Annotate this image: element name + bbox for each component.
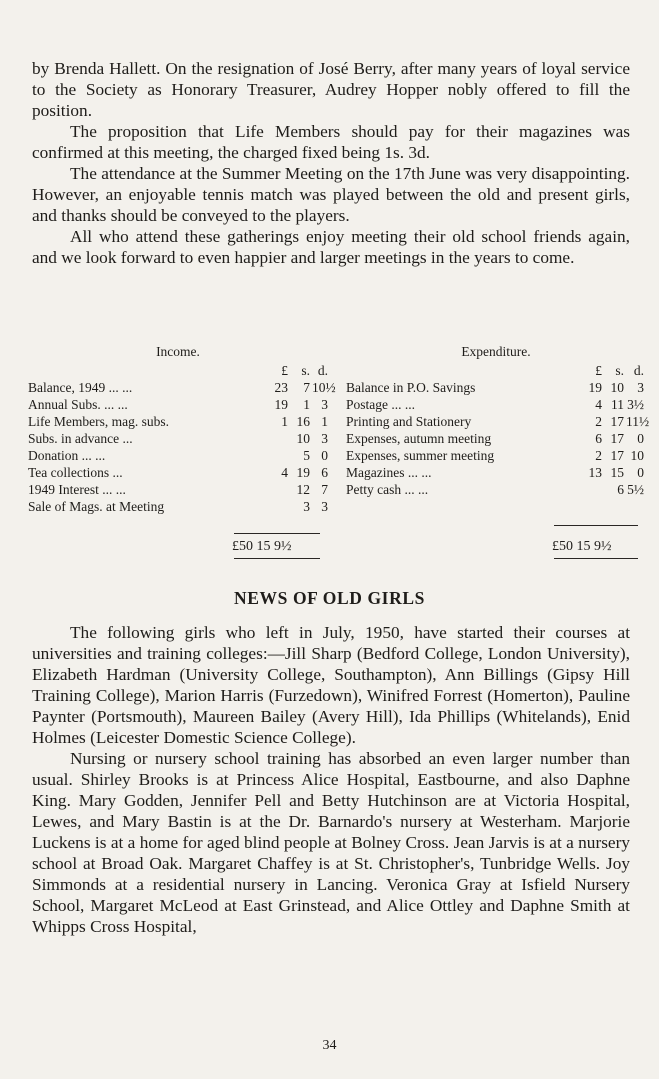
expenditure-label: Petty cash ... ... bbox=[346, 482, 429, 497]
expenditure-total-rule-bottom bbox=[554, 558, 638, 559]
income-row bbox=[28, 464, 328, 481]
expenditure-label: Balance in P.O. Savings bbox=[346, 380, 476, 395]
income-row bbox=[28, 379, 336, 396]
pounds-header: £ bbox=[595, 363, 602, 378]
income-total-rule-bottom bbox=[234, 558, 320, 559]
accounts-statement bbox=[28, 342, 650, 572]
expenditure-row bbox=[346, 447, 646, 464]
income-label: Life Members, mag. subs. bbox=[28, 414, 169, 429]
income-pounds: 4 bbox=[281, 465, 288, 480]
news-paragraph-2: Nursing or nursery school training has absorbed an even larger number than usual. Shirley Brooks is at Princess Alice Hospital, Eastbourne, and also Daphne King. Mary Godden, Jennifer Pell and Betty Hutchinson are at Victoria Hospital, Lewes, and Mary Bastin is at the Dr. Barnardo's nursery at Westerham. Marjorie Luckens is at a home for aged blind people at Bolney Cross. Jean Jarvis is at a nursery school at Broad Oak. Margaret Chaffey is at St. Christopher's, Tunbridge Wells. Joy Simmonds at a residential nursery in Lancing. Veronica Gray at Isfield Nursery School, Margaret McLeod at East Grinstead, and Alice Ottley and Daphne Smith at Whipps Cross Hospital, bbox=[32, 749, 630, 936]
expenditure-label: Expenses, autumn meeting bbox=[346, 431, 492, 446]
income-shillings: 19 bbox=[296, 465, 310, 480]
income-row bbox=[28, 430, 328, 447]
expenditure-shillings: 17 bbox=[610, 414, 624, 429]
income-row bbox=[28, 498, 328, 515]
income-row bbox=[28, 413, 328, 430]
income-pence: 6 bbox=[321, 465, 328, 480]
expenditure-pounds: 2 bbox=[595, 414, 602, 429]
income-pounds: 19 bbox=[274, 397, 288, 412]
income-pence: 0 bbox=[321, 448, 328, 463]
pounds-header: £ bbox=[281, 363, 288, 378]
expenditure-label: Postage ... ... bbox=[346, 397, 415, 412]
expenditure-label: Expenses, summer meeting bbox=[346, 448, 495, 463]
income-shillings: 1 bbox=[303, 397, 310, 412]
income-pence: 3 bbox=[321, 431, 328, 446]
expenditure-column bbox=[346, 342, 650, 554]
income-label: Sale of Mags. at Meeting bbox=[28, 499, 165, 514]
expenditure-total: £50 15 9½ bbox=[552, 539, 612, 554]
expenditure-label: Printing and Stationery bbox=[346, 414, 472, 429]
intro-paragraph-4: All who attend these gatherings enjoy meeting their old school friends again, and we look forward to even happier and larger meetings in the years to come. bbox=[32, 227, 630, 267]
income-shillings: 12 bbox=[296, 482, 310, 497]
income-label: Donation ... ... bbox=[28, 448, 106, 463]
income-row bbox=[28, 396, 328, 413]
shillings-header: s. bbox=[301, 363, 310, 378]
expenditure-row bbox=[346, 379, 646, 396]
income-row bbox=[28, 481, 328, 498]
expenditure-row bbox=[346, 430, 646, 447]
intro-paragraph-2: The proposition that Life Members should pay for their magazines was confirmed at this meeting, the charged fixed being 1s. 3d. bbox=[32, 122, 630, 162]
shillings-header: s. bbox=[615, 363, 624, 378]
expenditure-row bbox=[346, 413, 650, 430]
income-heading: Income. bbox=[156, 344, 200, 359]
expenditure-pounds: 13 bbox=[588, 465, 602, 480]
income-shillings: 16 bbox=[296, 414, 310, 429]
income-pence: 3 bbox=[321, 397, 328, 412]
income-pence: 1 bbox=[321, 414, 328, 429]
expenditure-row bbox=[346, 464, 646, 481]
news-heading: NEWS OF OLD GIRLS bbox=[234, 588, 425, 608]
expenditure-pence: 0 bbox=[637, 431, 644, 446]
expenditure-row bbox=[346, 481, 646, 498]
expenditure-row bbox=[346, 396, 646, 413]
expenditure-shillings: 6 bbox=[617, 482, 624, 497]
income-label: Tea collections ... bbox=[28, 465, 123, 480]
expenditure-heading: Expenditure. bbox=[461, 344, 531, 359]
income-label: Annual Subs. ... ... bbox=[28, 397, 128, 412]
expenditure-money-header bbox=[346, 362, 646, 379]
income-shillings: 3 bbox=[303, 499, 310, 514]
expenditure-pounds: 6 bbox=[595, 431, 602, 446]
intro-paragraph-3: The attendance at the Summer Meeting on the 17th June was very disappointing. However, an enjoyable tennis match was played between the old and present girls, and thanks should be conveyed to the players. bbox=[32, 164, 630, 225]
income-pounds: 1 bbox=[281, 414, 288, 429]
income-total: £50 15 9½ bbox=[232, 539, 292, 554]
income-row bbox=[28, 447, 328, 464]
expenditure-pence: 0 bbox=[637, 465, 644, 480]
expenditure-label: Magazines ... ... bbox=[346, 465, 432, 480]
expenditure-total-rule-top bbox=[554, 525, 638, 526]
expenditure-pence: 3½ bbox=[627, 397, 644, 412]
income-pounds: 23 bbox=[274, 380, 288, 395]
expenditure-pence: 5½ bbox=[627, 482, 644, 497]
expenditure-pounds: 2 bbox=[595, 448, 602, 463]
expenditure-shillings: 17 bbox=[610, 448, 624, 463]
income-pence: 10½ bbox=[312, 380, 336, 395]
income-label: 1949 Interest ... ... bbox=[28, 482, 126, 497]
income-pence: 3 bbox=[321, 499, 328, 514]
income-shillings: 7 bbox=[303, 380, 310, 395]
expenditure-pounds: 4 bbox=[595, 397, 602, 412]
intro-text bbox=[32, 58, 630, 268]
expenditure-shillings: 10 bbox=[610, 380, 624, 395]
expenditure-shillings: 15 bbox=[610, 465, 624, 480]
pence-header: d. bbox=[633, 363, 644, 378]
income-shillings: 10 bbox=[296, 431, 310, 446]
expenditure-shillings: 17 bbox=[610, 431, 624, 446]
income-label: Subs. in advance ... bbox=[28, 431, 133, 446]
expenditure-pounds: 19 bbox=[588, 380, 602, 395]
income-total-rule-top bbox=[234, 533, 320, 534]
page-number: 34 bbox=[322, 1038, 337, 1053]
income-column bbox=[28, 342, 336, 554]
intro-paragraph-1: by Brenda Hallett. On the resignation of José Berry, after many years of loyal service to the Society as Honorary Treasurer, Audrey Hopper nobly offered to fill the position. bbox=[32, 59, 630, 120]
income-label: Balance, 1949 ... ... bbox=[28, 380, 133, 395]
expenditure-pence: 11½ bbox=[626, 414, 650, 429]
pence-header: d. bbox=[317, 363, 328, 378]
expenditure-shillings: 11 bbox=[611, 397, 624, 412]
expenditure-pence: 3 bbox=[637, 380, 644, 395]
news-paragraph-1: The following girls who left in July, 1950, have started their courses at universities and training colleges:—Jill Sharp (Bedford College, London University), Elizabeth Hardman (University College, Southampton), Ann Billings (Gipsy Hill Training College), Marion Harris (Furzedown), Winifred Forrest (Homerton), Pauline Paynter (Portsmouth), Maureen Bailey (Avery Hill), Ida Phillips (Whitelands), Enid Holmes (Leicester Domestic Science College). bbox=[32, 623, 630, 747]
income-pence: 7 bbox=[321, 482, 328, 497]
expenditure-pence: 10 bbox=[630, 448, 644, 463]
income-shillings: 5 bbox=[303, 448, 310, 463]
news-text bbox=[32, 622, 630, 937]
income-money-header bbox=[28, 362, 328, 379]
